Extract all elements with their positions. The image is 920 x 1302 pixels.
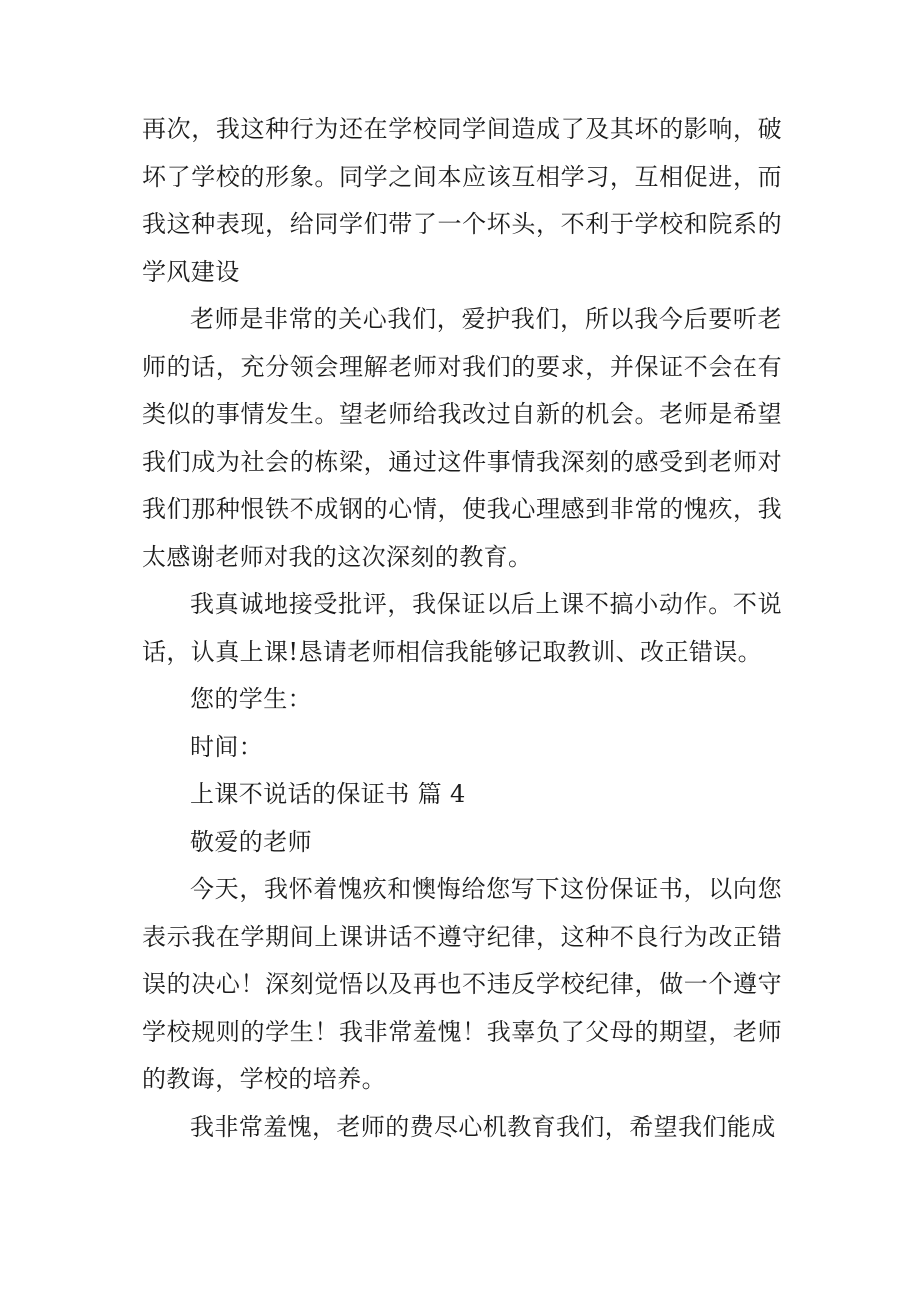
signature-student: 您的学生： [190, 685, 312, 713]
paragraph-1: 再次，我这种行为还在学校同学间造成了及其坏的影响，破坏了学校的形象。同学之间本应该互相学习，互相促进，而我这种表现，给同学们带了一个坏头，不利于学校和院系的学风建设 [142, 115, 782, 286]
section-heading: 上课不说话的保证书 篇 4 [190, 780, 466, 808]
paragraph-2: 老师是非常的关心我们，爱护我们，所以我今后要听老师的话，充分领会理解老师对我们的要求，并保证不会在有类似的事情发生。望老师给我改过自新的机会。老师是希望我们成为社会的栋梁，通过这件事情我深刻的感受到老师对我们那种恨铁不成钢的心情，使我心理感到非常的愧疚，我太感谢老师对我的这次深刻的教育。 [142, 305, 782, 571]
document-body [142, 106, 782, 1151]
paragraph-5: 我非常羞愧，老师的费尽心机教育我们，希望我们能成 [190, 1112, 776, 1141]
paragraph-4: 今天，我怀着愧疚和懊悔给您写下这份保证书，以向您表示我在学期间上课讲话不遵守纪律，这种不良行为改正错误的决心！深刻觉悟以及再也不违反学校纪律，做一个遵守学校规则的学生！我非常羞愧！我辜负了父母的期望，老师的教诲，学校的培养。 [142, 875, 782, 1093]
signature-date: 时间： [190, 732, 264, 761]
paragraph-3: 我真诚地接受批评，我保证以后上课不搞小动作。不说话，认真上课!恳请老师相信我能够记取教训、改正错误。 [142, 590, 782, 666]
salutation: 敬爱的老师 [190, 827, 312, 856]
